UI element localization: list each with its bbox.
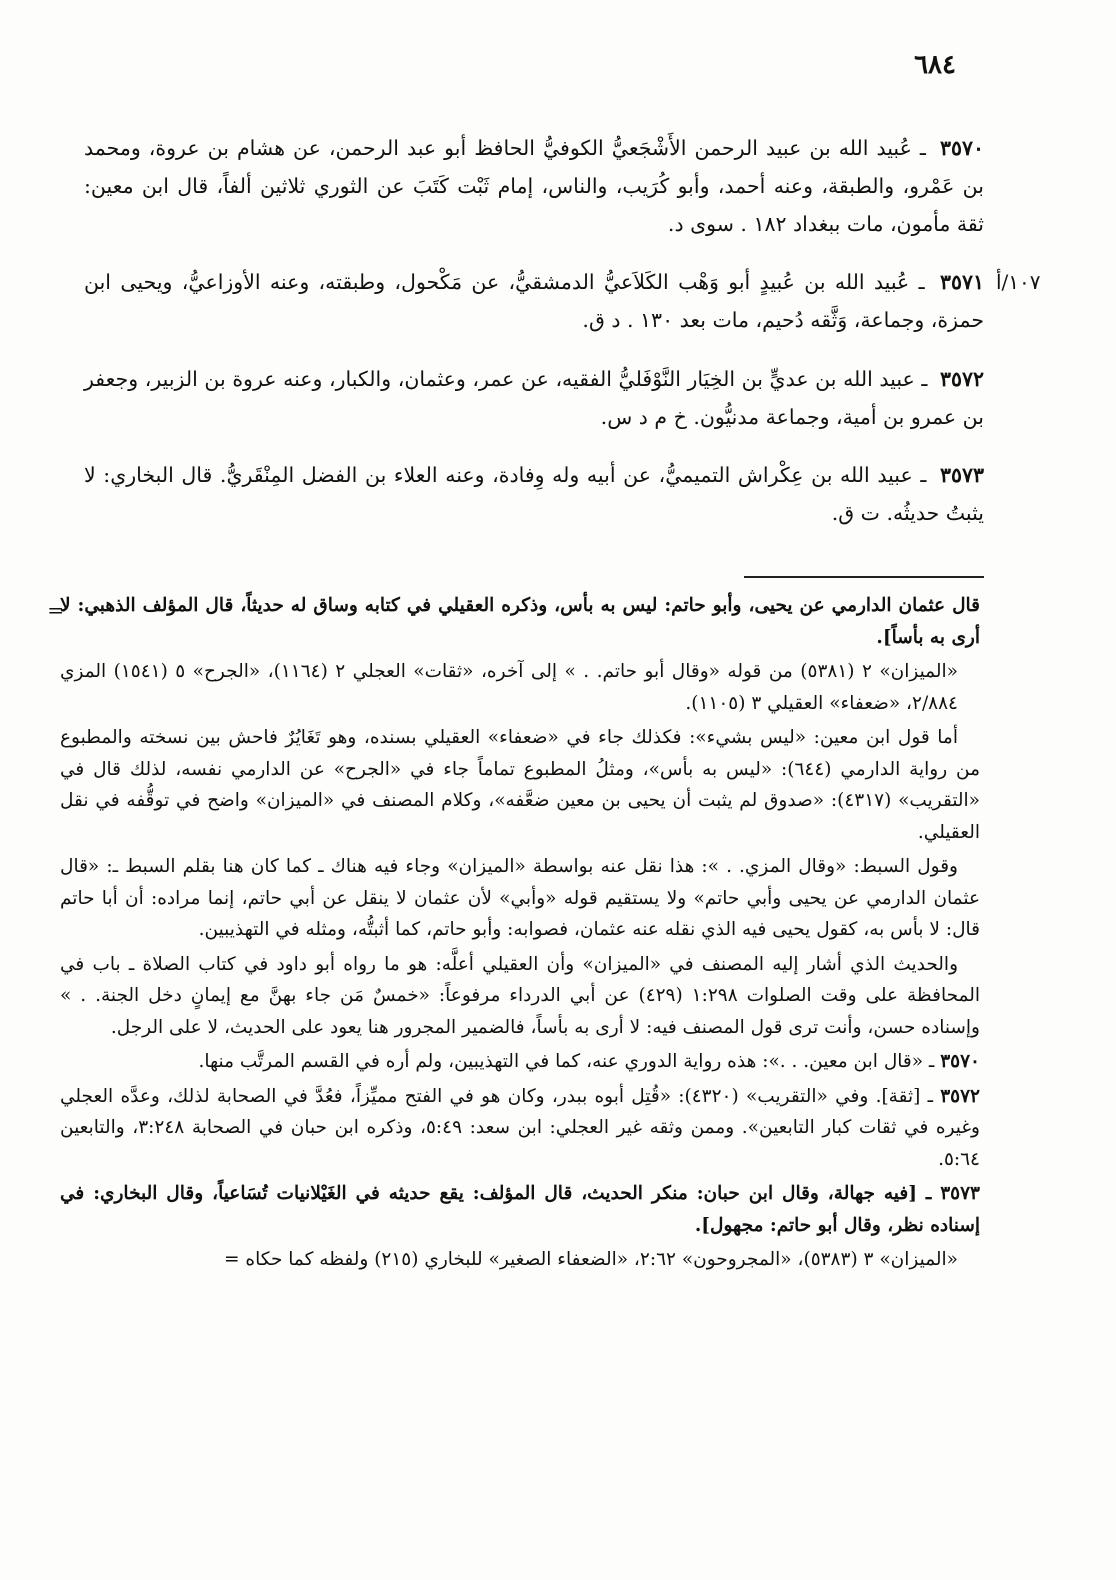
footnote-paragraph (60, 851, 980, 946)
entry-text: ـ عبيد الله بن عِكْراش التميميُّ، عن أبيه وله وِفادة، وعنه العلاء بن الفضل المِنْقَريُّ. قال البخاري: لا يثبتُ حديثُه. ت ق. (84, 463, 984, 525)
footnote-paragraph (60, 1244, 980, 1276)
footnote-3573 (60, 1178, 980, 1241)
footnote-text: ـ [ثقة]. وفي «التقريب» (٤٣٢٠): «قُتِل أبوه ببدر، وكان هو في الفتح مميِّزاً، فعُدَّ في الصحابة لذلك، وعدَّه العجلي وغيره في ثقات كبار التابعين». وممن وثقه غير العجلي: ابن سعد: ٥:٤٩، وذكره ابن حبان في الصحابة ٣:٢٤٨، والتابعين ٥:٦٤. (60, 1085, 980, 1170)
footnote-text: أما قول ابن معين: «ليس بشيء»: فكذلك جاء في «ضعفاء» العقيلي بسنده، وهو تَغَايُرٌ فاحش بين نسخته والمطبوع من رواية الدارمي (٦٤٤): «ليس به بأس»، ومثلُ المطبوع تماماً جاء في «الجرح» عن الدارمي نفسه، لذلك قال في «التقريب» (٤٣١٧): «صدوق لم يثبت أن يحيى بن معين ضعَّفه»، وكلام المصنف في «الميزان» واضح في توقُّفه في نقل العقيلي. (60, 727, 980, 843)
footnote-paragraph (60, 656, 980, 719)
continuation-mark: = (47, 598, 64, 622)
entry-3570 (84, 129, 984, 243)
entry-3571 (84, 263, 1041, 339)
footnote-text: «الميزان» ٣ (٥٣٨٣)، «المجروحون» ٢:٦٢، «الضعفاء الصغير» للبخاري (٢١٥) ولفظه كما حكاه = (224, 1249, 958, 1270)
footnote-text: قال عثمان الدارمي عن يحيى، وأبو حاتم: ليس به بأس، وذكره العقيلي في كتابه وساق له حديثاً، قال المؤلف الذهبي: لا أرى به بأساً]. (60, 595, 980, 648)
biography-entries (84, 108, 1041, 551)
page-number: ٦٨٤ (914, 50, 956, 80)
footnote-number: ٣٥٧٣ (940, 1183, 980, 1204)
footnote-text: ـ «قال ابن معين. . .»: هذه رواية الدوري عنه، كما في التهذيبين، ولم أره في القسم المرتَّب منها. (198, 1051, 941, 1072)
footnote-text: «الميزان» ٢ (٥٣٨١) من قوله «وقال أبو حاتم. . » إلى آخره، «ثقات» العجلي ٢ (١١٦٤)، «الجرح» ٥ (١٥٤١) المزي ٢/٨٨٤، «ضعفاء» العقيلي ٣ (١١٠٥). (60, 661, 958, 714)
footnote-paragraph (60, 590, 980, 653)
manuscript-folio-note: ١٠٧/أ (996, 270, 1041, 294)
footnote-text: ـ [فيه جهالة، وقال ابن حبان: منكر الحديث، قال المؤلف: يقع حديثه في الغَيْلانيات تُسَاعياً، وقال البخاري: في إسناده نظر، وقال أبو حاتم: مجهول]. (60, 1183, 980, 1236)
entry-number: ٣٥٧١ (939, 270, 984, 294)
entry-number: ٣٥٧٣ (939, 463, 984, 487)
entry-text: ـ عبيد الله بن عديٍّ بن الخِيَار النَّوْفَليُّ الفقيه، عن عمر، وعثمان، والكبار، وعنه عروة بن الزبير، وجعفر بن عمرو بن أمية، وجماعة مدنيُّون. خ م د س. (84, 366, 984, 429)
footnote-separator (744, 576, 984, 578)
entry-number: ٣٥٧٢ (939, 366, 984, 391)
footnote-paragraph (60, 949, 980, 1044)
footnote-3570 (60, 1046, 980, 1078)
entry-3573 (84, 456, 984, 532)
footnote-number: ٣٥٧٢ (940, 1085, 980, 1107)
entry-text: ـ عُبيد الله بن عُبيدٍ أبو وَهْب الكَلاَعيُّ الدمشقيُّ، عن مَكْحول، وطبقته، وعنه الأوزاعيُّ، ويحيى ابن حمزة، وجماعة، وَثَّقه دُحيم، مات بعد ١٣٠ . د ق. (84, 270, 984, 332)
entry-text: ـ عُبيد الله بن عبيد الرحمن الأَشْجَعيُّ الكوفيُّ الحافظ أبو عبد الرحمن، عن هشام بن عروة، ومحمد بن عَمْرو، والطبقة، وعنه أحمد، وأبو كُرَيب، والناس، إمام ثَبْت كَتَبَ عن الثوري ثلاثين ألفاً، قال ابن معين: ثقة مأمون، مات ببغداد ١٨٢ . سوى د. (84, 135, 984, 236)
footnote-3572 (60, 1081, 980, 1176)
entry-number: ٣٥٧٠ (939, 135, 984, 160)
footnotes (60, 590, 980, 1279)
footnote-number: ٣٥٧٠ (940, 1051, 980, 1072)
footnote-paragraph (60, 722, 980, 848)
entry-3572 (84, 360, 984, 436)
footnote-text: والحديث الذي أشار إليه المصنف في «الميزان» وأن العقيلي أعلَّه: هو ما رواه أبو داود في كتاب الصلاة ـ باب في المحافظة على وقت الصلوات ١:٢٩٨ (٤٢٩) عن أبي الدرداء مرفوعاً: «خمسٌ مَن جاء بهنَّ مع إيمانٍ دخل الجنة. . » وإسناده حسن، وأنت ترى قول المصنف فيه: لا أرى به بأساً، فالضمير المجرور هنا يعود على الحديث، لا على الرجل. (60, 953, 980, 1038)
footnote-text: وقول السبط: «وقال المزي. . »: هذا نقل عنه بواسطة «الميزان» وجاء فيه هناك ـ كما كان هنا بقلم السبط ـ: «قال عثمان الدارمي عن يحيى وأبي حاتم» ولا يستقيم قوله «وأبي» لأن عثمان لا ينقل عن أبي حاتم، إنما مراده: أن أبا حاتم قال: لا بأس به، كقول يحيى فيه الذي نقله عنه عثمان، فصوابه: وأبو حاتم، كما أثبتُّه، ومثله في التهذيبين. (60, 856, 980, 940)
